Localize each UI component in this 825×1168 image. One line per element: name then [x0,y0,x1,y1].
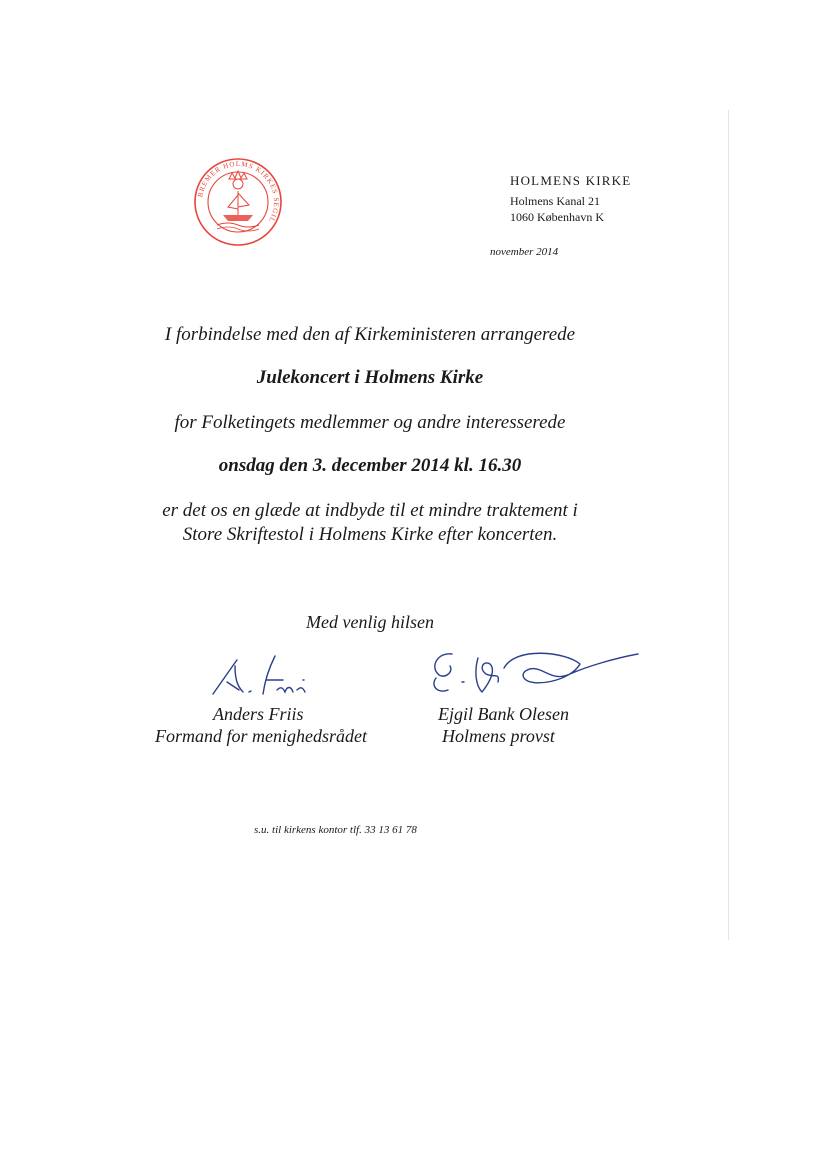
org-name: HOLMENS KIRKE [510,173,632,188]
church-seal-icon [193,157,283,247]
signatory-2-title: Holmens provst [442,726,555,746]
address-line-2: 1060 København K [510,210,604,224]
signature-2 [420,642,640,712]
signatory-2-name: Ejgil Bank Olesen [438,704,569,724]
event-title: Julekoncert i Holmens Kirke [256,367,484,388]
signatory-1-title: Formand for menighedsrådet [155,726,367,746]
event-datetime: onsdag den 3. december 2014 kl. 16.30 [218,455,522,476]
invitation-line-2: Store Skriftestol i Holmens Kirke efter koncerten. [182,524,558,545]
signature-1 [205,650,315,700]
signatory-1-name: Anders Friis [213,704,304,724]
audience-line: for Folketingets medlemmer og andre interesserede [174,412,566,433]
greeting: Med venlig hilsen [306,612,434,632]
invitation-line-1: er det os en glæde at indbyde til et mindre traktement i [162,500,578,521]
address-line-1: Holmens Kanal 21 [510,194,600,208]
seal-text: BREMER HOLMS KIRKES SEGIL [196,159,281,225]
rsvp-note: s.u. til kirkens kontor tlf. 33 13 61 78 [254,824,417,836]
intro-line: I forbindelse med den af Kirkeministeren arrangerede [164,324,576,345]
letter-date: november 2014 [490,246,559,258]
